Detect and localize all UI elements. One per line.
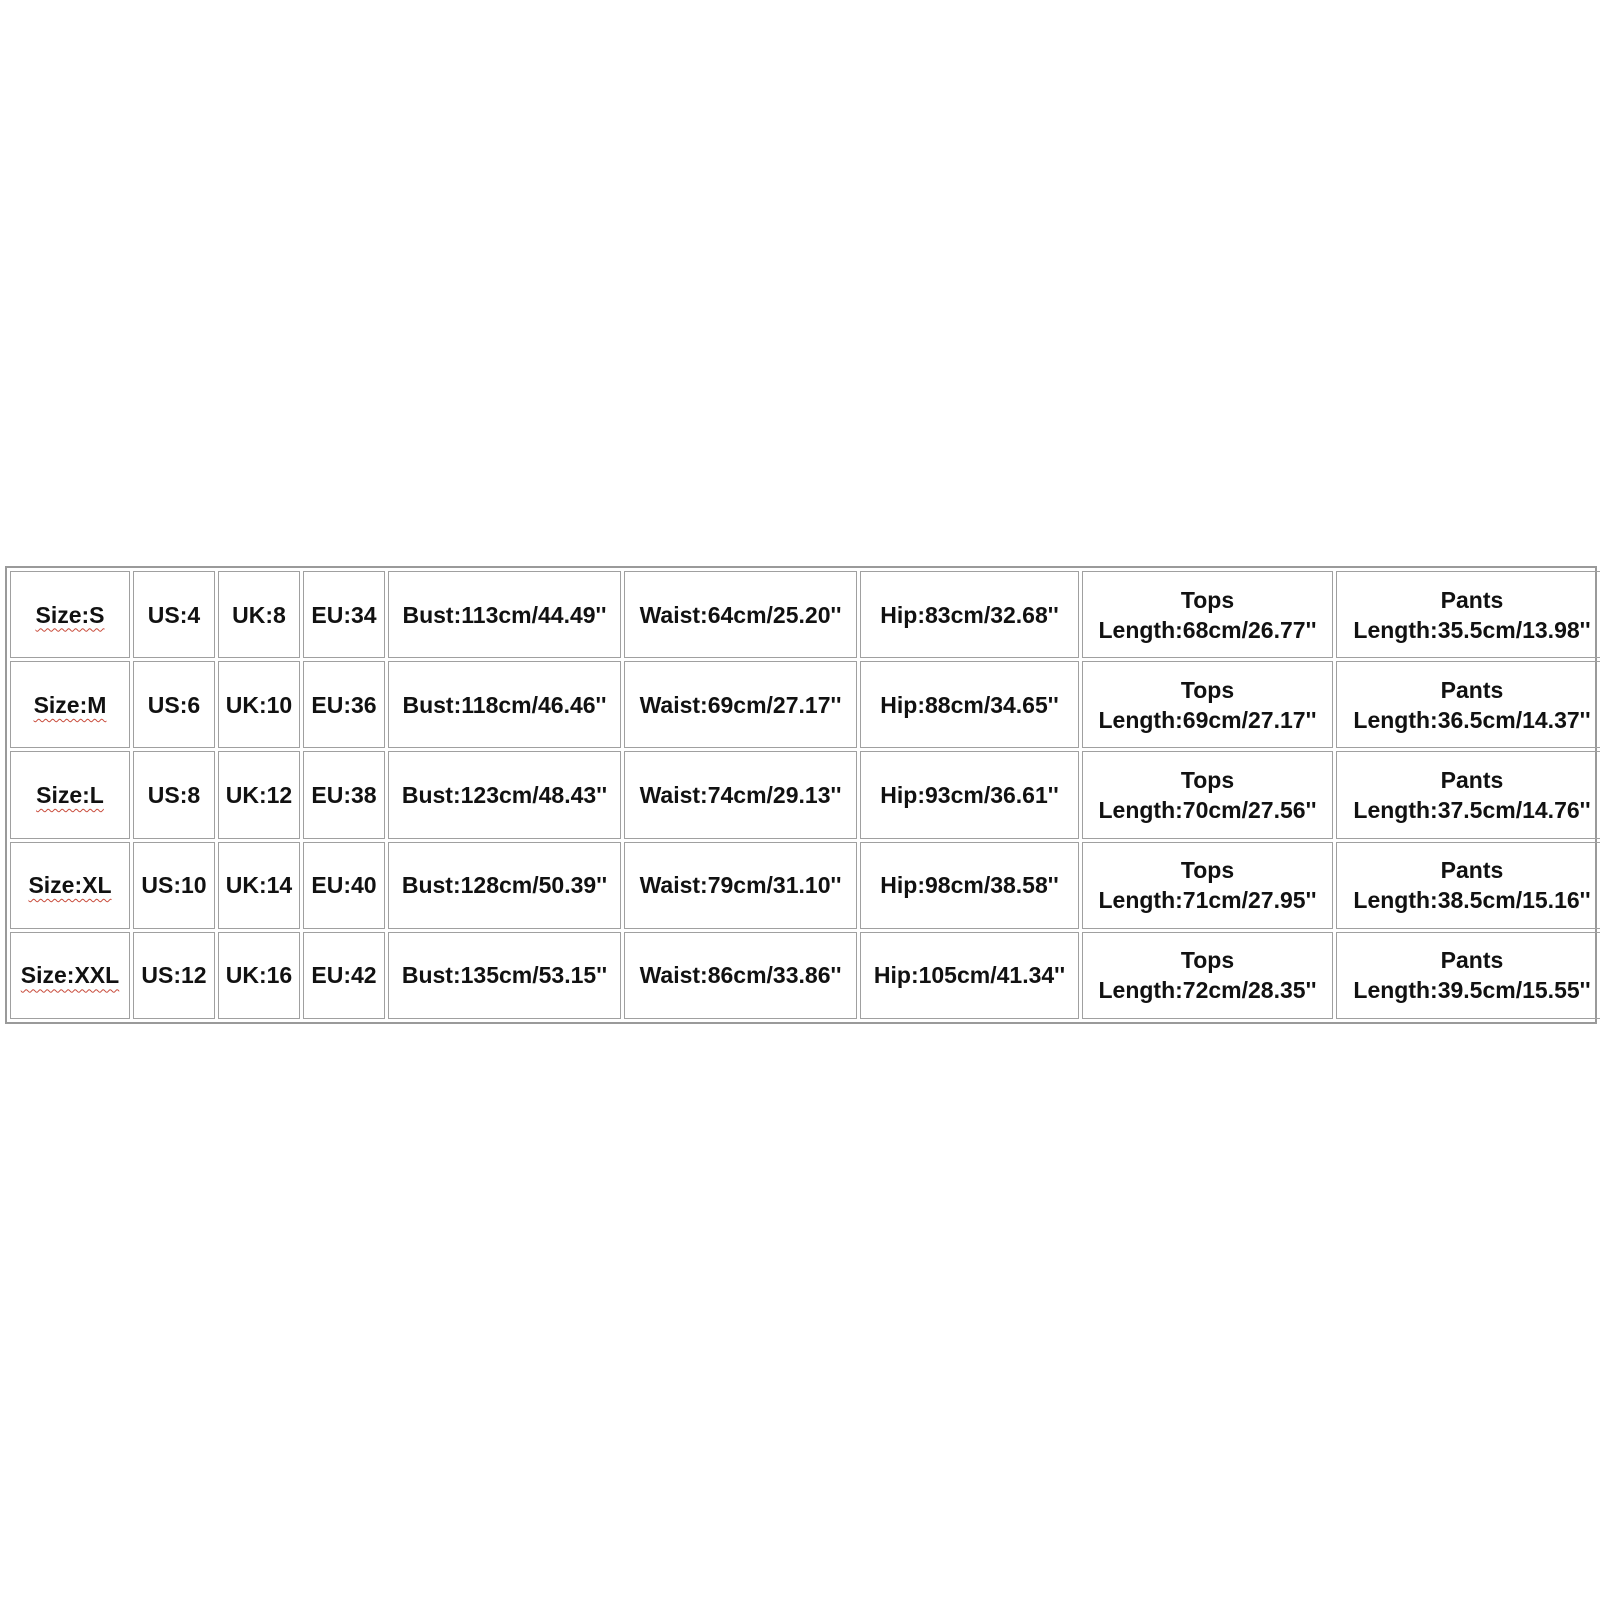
waist-cell: Waist:69cm/27.17'' <box>624 661 857 748</box>
pants-title: Pants <box>1440 766 1504 793</box>
hip-cell: Hip:88cm/34.65'' <box>860 661 1079 748</box>
hip-cell: Hip:93cm/36.61'' <box>860 751 1079 838</box>
us-size-cell: US:10 <box>133 842 215 929</box>
size-label: Size:S <box>35 601 105 628</box>
table-row <box>10 932 1600 1019</box>
pants-length: Length:39.5cm/15.55'' <box>1353 977 1591 1004</box>
bust-cell: Bust:128cm/50.39'' <box>388 842 621 929</box>
size-label: Size:XL <box>28 872 112 899</box>
pants-title: Pants <box>1440 676 1504 703</box>
size-table <box>7 568 1600 1022</box>
pants-length-cell <box>1336 661 1600 748</box>
tops-length: Length:70cm/27.56'' <box>1098 796 1317 823</box>
eu-size-cell: EU:40 <box>303 842 385 929</box>
tops-length: Length:69cm/27.17'' <box>1098 706 1317 733</box>
pants-title: Pants <box>1440 586 1504 613</box>
uk-size-cell: UK:8 <box>218 571 300 658</box>
tops-length: Length:72cm/28.35'' <box>1098 977 1317 1004</box>
pants-length: Length:37.5cm/14.76'' <box>1353 796 1591 823</box>
table-row <box>10 661 1600 748</box>
uk-size-cell: UK:10 <box>218 661 300 748</box>
table-row <box>10 571 1600 658</box>
table-row <box>10 842 1600 929</box>
size-cell <box>10 751 130 838</box>
size-chart <box>5 566 1597 1024</box>
tops-length: Length:68cm/26.77'' <box>1098 616 1317 643</box>
tops-length-cell <box>1082 932 1333 1019</box>
us-size-cell: US:12 <box>133 932 215 1019</box>
eu-size-cell: EU:42 <box>303 932 385 1019</box>
bust-cell: Bust:123cm/48.43'' <box>388 751 621 838</box>
pants-length-cell <box>1336 932 1600 1019</box>
waist-cell: Waist:64cm/25.20'' <box>624 571 857 658</box>
uk-size-cell: UK:12 <box>218 751 300 838</box>
pants-length: Length:38.5cm/15.16'' <box>1353 887 1591 914</box>
tops-length: Length:71cm/27.95'' <box>1098 887 1317 914</box>
eu-size-cell: EU:34 <box>303 571 385 658</box>
us-size-cell: US:6 <box>133 661 215 748</box>
waist-cell: Waist:79cm/31.10'' <box>624 842 857 929</box>
hip-cell: Hip:98cm/38.58'' <box>860 842 1079 929</box>
tops-length-cell <box>1082 751 1333 838</box>
tops-title: Tops <box>1180 586 1235 613</box>
size-label: Size:M <box>33 691 107 718</box>
tops-length-cell <box>1082 842 1333 929</box>
bust-cell: Bust:118cm/46.46'' <box>388 661 621 748</box>
waist-cell: Waist:74cm/29.13'' <box>624 751 857 838</box>
size-cell <box>10 932 130 1019</box>
pants-length: Length:35.5cm/13.98'' <box>1353 616 1591 643</box>
us-size-cell: US:4 <box>133 571 215 658</box>
tops-title: Tops <box>1180 947 1235 974</box>
hip-cell: Hip:83cm/32.68'' <box>860 571 1079 658</box>
pants-length-cell <box>1336 842 1600 929</box>
pants-length: Length:36.5cm/14.37'' <box>1353 706 1591 733</box>
bust-cell: Bust:135cm/53.15'' <box>388 932 621 1019</box>
tops-title: Tops <box>1180 857 1235 884</box>
size-cell <box>10 661 130 748</box>
tops-length-cell <box>1082 661 1333 748</box>
size-label: Size:L <box>36 781 104 808</box>
uk-size-cell: UK:16 <box>218 932 300 1019</box>
pants-title: Pants <box>1440 947 1504 974</box>
pants-title: Pants <box>1440 857 1504 884</box>
tops-title: Tops <box>1180 676 1235 703</box>
size-cell <box>10 842 130 929</box>
hip-cell: Hip:105cm/41.34'' <box>860 932 1079 1019</box>
waist-cell: Waist:86cm/33.86'' <box>624 932 857 1019</box>
bust-cell: Bust:113cm/44.49'' <box>388 571 621 658</box>
tops-title: Tops <box>1180 766 1235 793</box>
pants-length-cell <box>1336 751 1600 838</box>
size-label: Size:XXL <box>20 962 120 989</box>
uk-size-cell: UK:14 <box>218 842 300 929</box>
pants-length-cell <box>1336 571 1600 658</box>
tops-length-cell <box>1082 571 1333 658</box>
table-row <box>10 751 1600 838</box>
us-size-cell: US:8 <box>133 751 215 838</box>
eu-size-cell: EU:38 <box>303 751 385 838</box>
eu-size-cell: EU:36 <box>303 661 385 748</box>
size-cell <box>10 571 130 658</box>
